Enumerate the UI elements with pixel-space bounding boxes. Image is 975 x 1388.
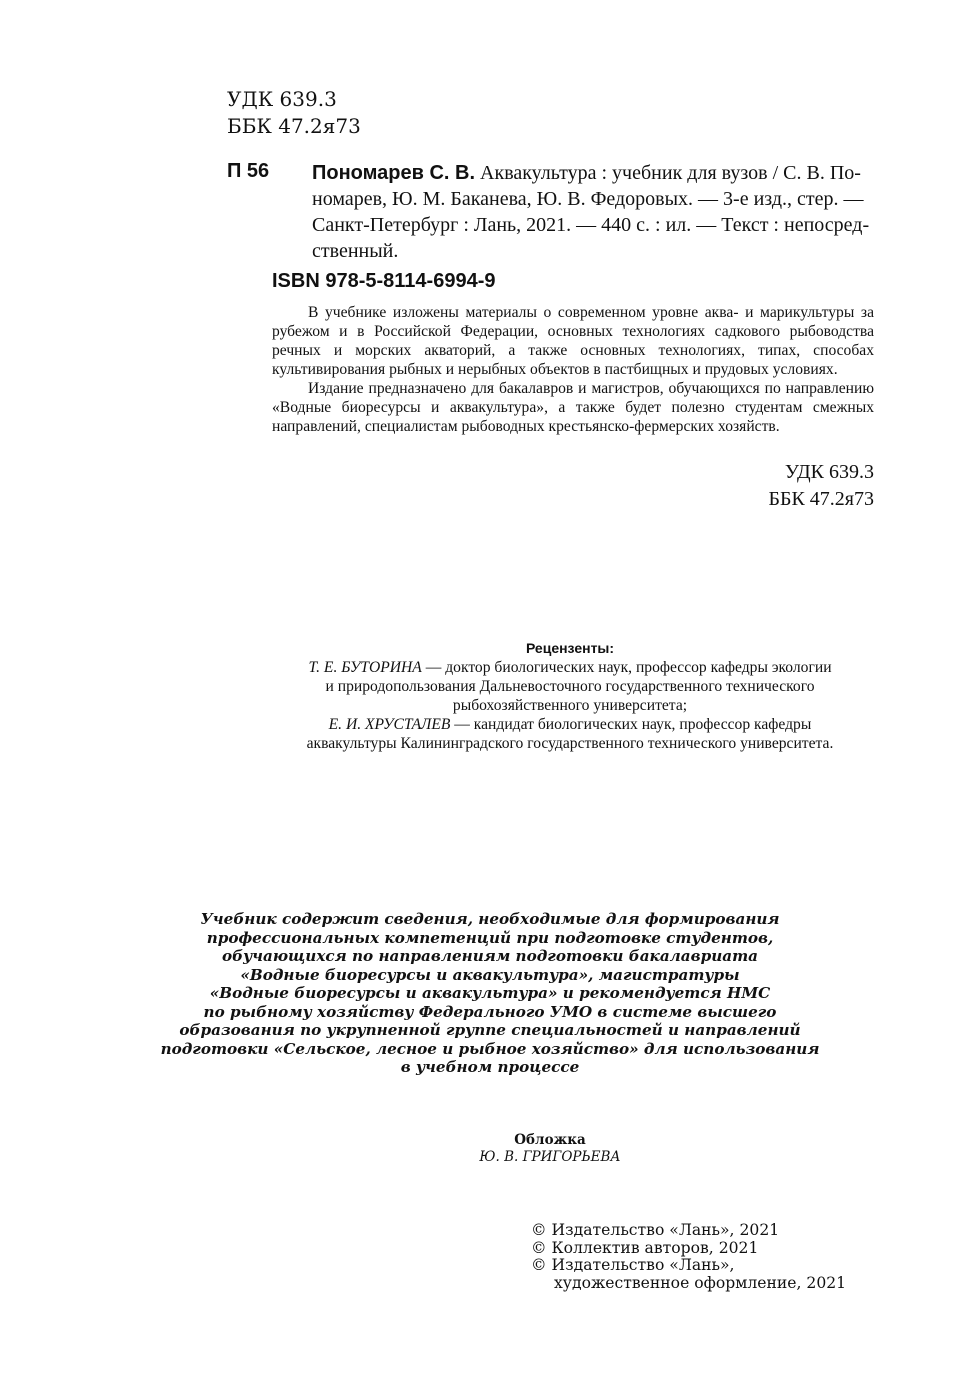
isbn: ISBN 978-5-8114-6994-9 [272,270,496,292]
reviewers-heading: Рецензенты: [525,640,615,656]
copyright-line: © Коллектив авторов, 2021 [531,1238,759,1257]
cover-label: Обложка [514,1132,586,1148]
notice-line: подготовки «Сельское, лесное и рыбное хозяйство» для использования [160,1039,820,1058]
bib-line-1: Аквакультура : учебник для вузов / С. В. По- [475,162,861,184]
notice-line: в учебном процессе [400,1058,580,1076]
abstract-paragraph: В учебнике изложены материалы о современном уровне аква- и марикультуры за рубежом и в Российской Федерации, основных технологиях садкового рыбоводства речных и морских акваторий, а также основных технологиях, типах, способах культивирования рыбных и нерыбных объектов в пастбищных и прудовых условиях. [272,304,874,378]
reviewer-text: — кандидат биологических наук, профессор кафедры [450,716,812,733]
cover-designer: Ю. В. ГРИГОРЬЕВА [479,1149,621,1165]
bottom-classification-codes [768,459,874,513]
cover-credit [300,1132,800,1166]
copyright-line: © Издательство «Лань», 2021 [531,1221,780,1239]
udk-code: УДК 639.3 [784,461,874,483]
bib-line-2: номарев, Ю. М. Баканева, Ю. В. Федоровых. — 3-е изд., стер. — [312,188,864,210]
notice-line: по рыбному хозяйству Федерального УМО в системе высшего [203,1002,777,1021]
notice-line: «Водные биоресурсы и аквакультура», магистратуры [240,965,740,984]
reviewer-text: рыбохозяйственного университета; [452,697,688,714]
udk-code: УДК 639.3 [227,87,337,111]
copyright-line: художественное оформление, 2021 [554,1273,847,1292]
reviewer-text: аквакультуры Калининградского государственного технического университета. [306,735,834,752]
copyright-line: © Издательство «Лань», [531,1256,735,1274]
bib-line-4: ственный. [312,240,399,262]
bbk-code: ББК 47.2я73 [227,114,361,138]
recommendation-notice [140,910,840,1077]
abstract [272,303,874,436]
notice-line: профессиональных компетенций при подготовке студентов, [206,928,774,947]
reviewer-text: и природопользования Дальневосточного государственного технического [325,678,815,695]
reviewer-name: Е. И. ХРУСТАЛЕВ [328,716,451,733]
copyright-block [531,1222,846,1292]
reviewer-text: — доктор биологических наук, профессор кафедры экологии [421,659,832,676]
author-name: Пономарев С. В. [312,162,476,184]
reviewer-name: Т. Е. БУТОРИНА [308,659,422,676]
notice-line: Учебник содержит сведения, необходимые для формирования [200,910,780,928]
reviewers-block [180,639,960,753]
notice-line: обучающихся по направлениям подготовки бакалавриата [221,947,759,965]
notice-line: образования по укрупненной группе специальностей и направлений [179,1021,801,1039]
catalog-number: П 56 [227,160,270,182]
abstract-paragraph: Издание предназначено для бакалавров и магистров, обучающихся по направлению «Водные биоресурсы и аквакультура», а также будет полезно студентам смежных направлений, специалистам рыбоводных крестьянско-фермерских хозяйств. [272,380,874,435]
bib-line-3: Санкт-Петербург : Лань, 2021. — 440 с. : ил. — Текст : непосред- [312,214,870,236]
top-classification-codes [227,86,361,140]
notice-line: «Водные биоресурсы и аквакультура» и рекомендуется НМС [209,984,771,1002]
bbk-code: ББК 47.2я73 [768,488,874,510]
bibliographic-record [312,160,874,264]
